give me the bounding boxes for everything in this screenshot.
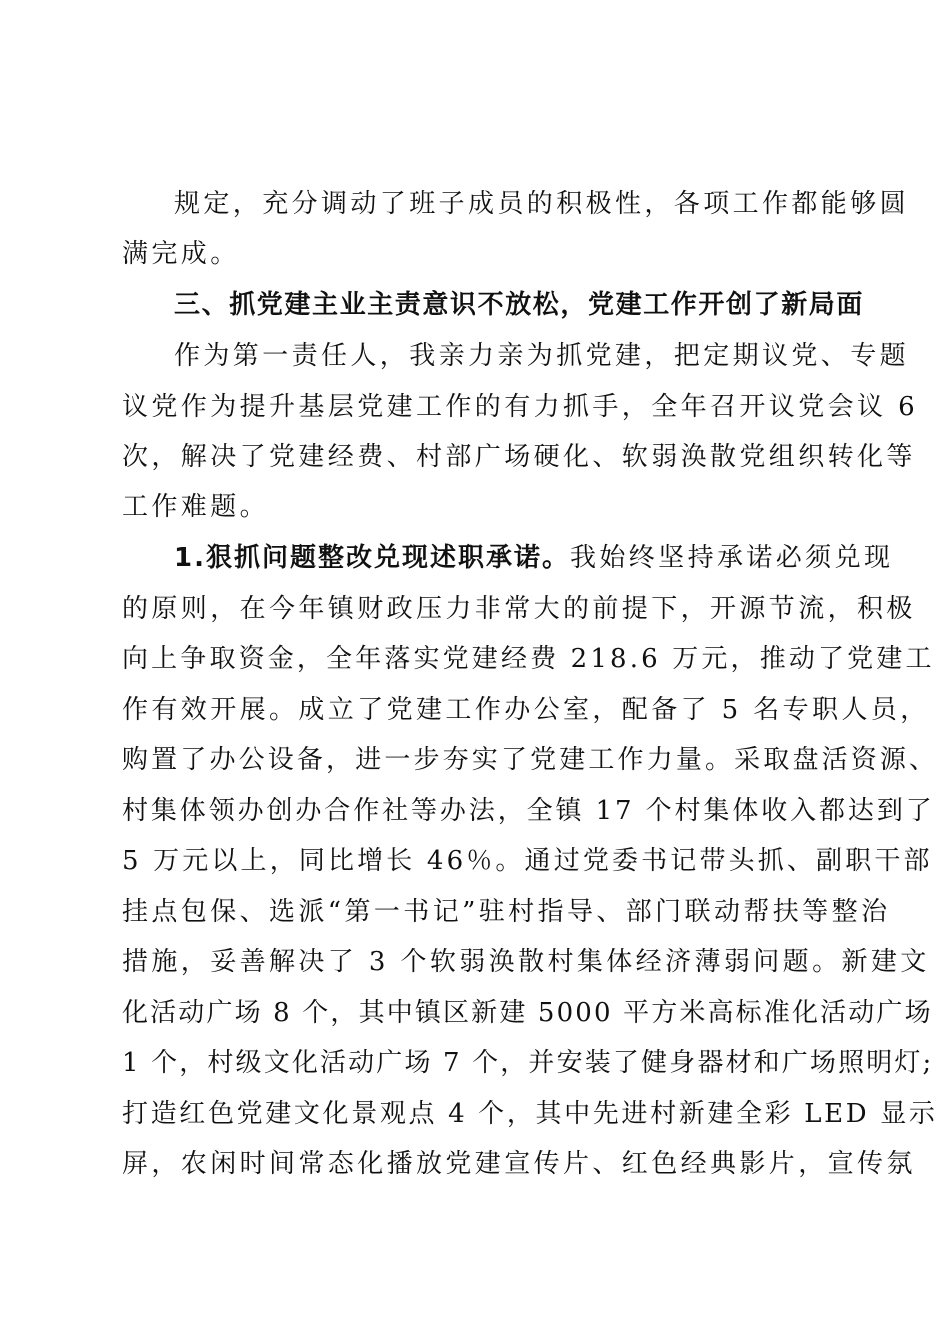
paragraph-line: 村集体领办创办合作社等办法，全镇 17 个村集体收入都达到了: [122, 796, 935, 826]
item-lead-rest: 我始终坚持承诺必须兑现: [569, 543, 894, 573]
paragraph-line: 议党作为提升基层党建工作的有力抓手，全年召开议党会议 6: [122, 392, 919, 422]
paragraph-line: 5 万元以上，同比增长 46％。通过党委书记带头抓、副职干部: [122, 846, 933, 876]
paragraph-line: 挂点包保、选派“第一书记”驻村指导、部门联动帮扶等整治: [122, 897, 891, 927]
paragraph-line: 次，解决了党建经费、村部广场硬化、软弱涣散党组织转化等: [122, 442, 916, 472]
paragraph-line: 化活动广场 8 个，其中镇区新建 5000 平方米高标准化活动广场: [122, 998, 933, 1028]
paragraph-line: 措施，妥善解决了 3 个软弱涣散村集体经济薄弱问题。新建文: [122, 947, 930, 977]
paragraph-line: 打造红色党建文化景观点 4 个，其中先进村新建全彩 LED 显示: [122, 1099, 938, 1129]
paragraph-line: 购置了办公设备，进一步夯实了党建工作力量。采取盘活资源、: [122, 745, 939, 775]
paragraph-line: 屏，农闲时间常态化播放党建宣传片、红色经典影片，宣传氛: [122, 1149, 916, 1179]
paragraph-line: 作为第一责任人，我亲力亲为抓党建，把定期议党、专题: [174, 341, 910, 371]
paragraph-line: 1 个，村级文化活动广场 7 个，并安装了健身器材和广场照明灯;: [122, 1048, 934, 1078]
section-heading: 三、抓党建主业主责意识不放松，党建工作开创了新局面: [174, 290, 865, 320]
paragraph-line: 的原则，在今年镇财政压力非常大的前提下，开源节流，积极: [122, 594, 916, 624]
paragraph-line: 满完成。: [122, 239, 240, 269]
paragraph-line: 作有效开展。成立了党建工作办公室，配备了 5 名专职人员，: [122, 695, 930, 725]
paragraph-line: 规定，充分调动了班子成员的积极性，各项工作都能够圆: [174, 189, 910, 219]
paragraph-line: 工作难题。: [122, 492, 270, 522]
paragraph-line: 向上争取资金，全年落实党建经费 218.6 万元，推动了党建工: [122, 644, 935, 674]
item-lead-title: 1.狠抓问题整改兑现述职承诺。: [174, 543, 570, 573]
item-first-line: [174, 540, 893, 576]
